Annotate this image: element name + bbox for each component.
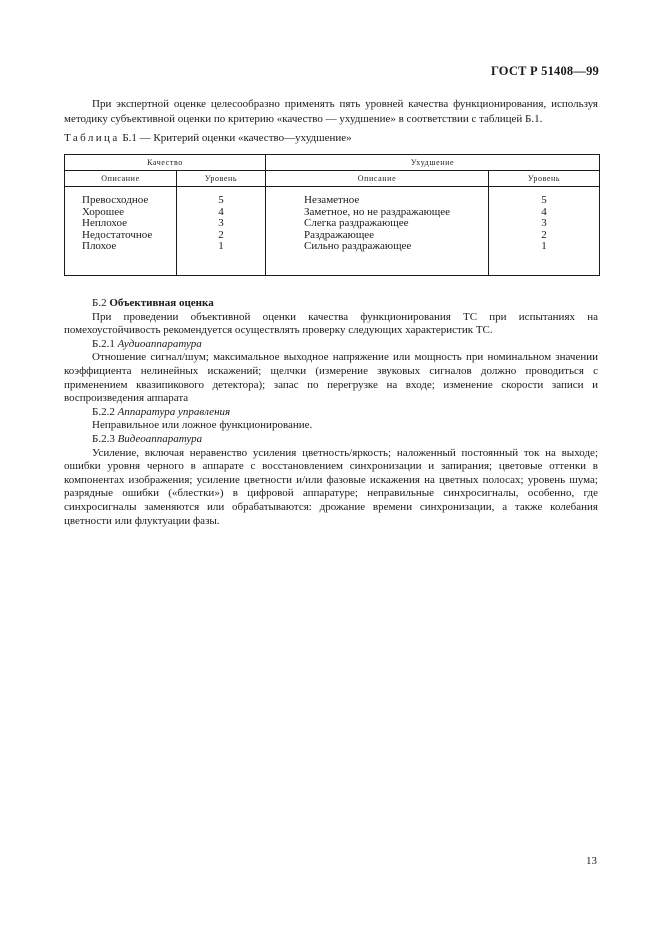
quality-level: 2 bbox=[218, 228, 224, 241]
header-degradation-description: Описание bbox=[266, 171, 489, 187]
quality-description: Недостаточное bbox=[82, 228, 153, 241]
degradation-level: 3 bbox=[541, 217, 547, 229]
degradation-level: 4 bbox=[541, 205, 547, 218]
document-code: ГОСТ Р 51408—99 bbox=[490, 64, 599, 78]
quality-description: Хорошее bbox=[82, 205, 124, 218]
subsection-number: Б.2.1 bbox=[92, 337, 118, 350]
header-quality-level: Уровень bbox=[177, 171, 266, 187]
degradation-level-cell bbox=[489, 187, 600, 276]
degradation-description: Заметное, но не раздражающее bbox=[304, 205, 451, 218]
subsection-heading bbox=[64, 433, 598, 447]
quality-level: 1 bbox=[218, 240, 224, 252]
table-body-row bbox=[65, 187, 600, 276]
subsection-number: Б.2.2 bbox=[92, 405, 118, 418]
header-degradation-level: Уровень bbox=[489, 171, 600, 187]
quality-level: 3 bbox=[218, 217, 224, 229]
section-heading-title: Объективная оценка bbox=[109, 297, 214, 309]
intro-paragraph bbox=[64, 97, 598, 127]
subsection-number: Б.2.3 bbox=[92, 432, 118, 445]
degradation-description: Сильно раздражающее bbox=[304, 240, 412, 252]
table-column-header-row bbox=[65, 171, 600, 187]
header-quality-description: Описание bbox=[65, 171, 177, 187]
degradation-description: Незаметное bbox=[304, 194, 360, 206]
intro-text: При экспертной оценке целесообразно применять пять уровней качества функционирования, используя методику субъективной оценки по критерию «качество — ухудшение» в соответствии с таблицей Б.1. bbox=[64, 98, 598, 125]
table-caption bbox=[64, 132, 352, 144]
subsection-heading bbox=[64, 406, 598, 420]
degradation-description: Слегка раздражающее bbox=[304, 217, 409, 229]
quality-level: 5 bbox=[218, 194, 224, 206]
header-degradation: Ухудшение bbox=[266, 155, 600, 171]
section-paragraph bbox=[64, 311, 598, 338]
section-paragraph-text: При проведении объективной оценки качества функционирования ТС при испытаниях на помехоустойчивость рекомендуется осуществлять проверку следующих характеристик ТС. bbox=[64, 310, 598, 337]
quality-level: 4 bbox=[218, 205, 224, 218]
degradation-level: 1 bbox=[541, 240, 547, 252]
quality-description-cell bbox=[65, 187, 177, 276]
section-heading bbox=[64, 297, 598, 311]
subsection-paragraph bbox=[64, 351, 598, 405]
subsection-paragraph-text: Усиление, включая неравенство усиления цветность/яркость; наложенный постоянный ток на выходе; ошибки уровня черного в аппарате с восстановлением синхронизации и запирания; цветовые оттенки в компонентах изображения; усиление цветности и/или фазовые искажения на цветных полосах; уровень шума; разрядные ошибки («блестки») в цифровой аппаратуре; неправильные синхросигналы, особенно, где синхросигналы заменяются или обрабатываются: дрожание времени синхронизации, а также колебания цветности или флуктуации фазы. bbox=[64, 446, 598, 527]
quality-description: Плохое bbox=[82, 240, 117, 252]
table-caption-prefix: Таблица bbox=[64, 132, 120, 144]
quality-description: Превосходное bbox=[82, 194, 149, 206]
quality-level-cell bbox=[177, 187, 266, 276]
degradation-level: 2 bbox=[541, 228, 547, 241]
subsection-heading bbox=[64, 338, 598, 352]
subsection-paragraph bbox=[64, 419, 598, 433]
table-group-header-row bbox=[65, 155, 600, 171]
subsection-paragraph bbox=[64, 447, 598, 529]
quality-degradation-table bbox=[64, 154, 600, 276]
subsection-title: Аппаратура управления bbox=[117, 405, 231, 418]
degradation-description-cell bbox=[266, 187, 489, 276]
table-caption-title: Б.1 — Критерий оценки «качество—ухудшение» bbox=[119, 132, 352, 144]
section-b2 bbox=[64, 297, 598, 528]
subsection-title: Видеоаппаратура bbox=[117, 432, 203, 445]
subsection-paragraph-text: Неправильное или ложное функционирование. bbox=[92, 419, 313, 432]
quality-description: Неплохое bbox=[82, 217, 128, 229]
degradation-level: 5 bbox=[541, 194, 547, 206]
page-number: 13 bbox=[586, 855, 597, 867]
header-quality: Качество bbox=[65, 155, 266, 171]
degradation-description: Раздражающее bbox=[304, 228, 375, 241]
subsection-paragraph-text: Отношение сигнал/шум; максимальное выходное напряжение или мощность при номинальном значении коэффициента нелинейных искажений; щелчки (измерение звуковых сигналов должно проводиться с применением квазипикового детектора); запас по перегрузке на входе; изменение скорости записи и воспроизведения аппарата bbox=[64, 351, 598, 405]
subsection-title: Аудиоаппаратура bbox=[117, 337, 202, 350]
section-heading-number: Б.2 bbox=[92, 297, 110, 309]
